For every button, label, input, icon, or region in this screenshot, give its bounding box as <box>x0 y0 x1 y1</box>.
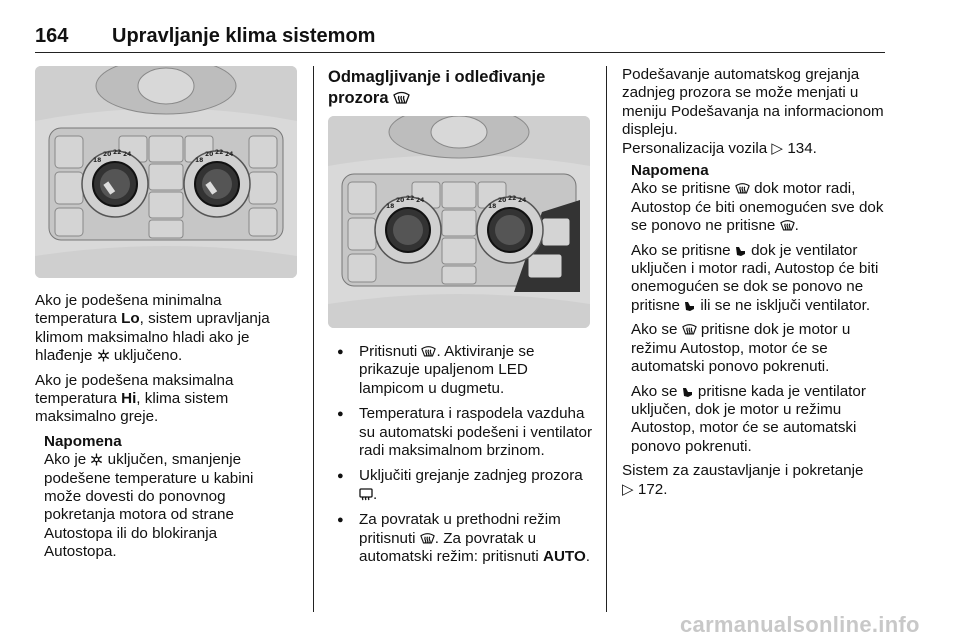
dial-mark: 22 <box>508 195 517 202</box>
page-reference-arrow-icon: ▷ <box>771 139 788 157</box>
dial-mark: 20 <box>103 151 112 158</box>
page-number: 164 <box>35 25 69 47</box>
snowflake-icon <box>97 349 110 362</box>
list-item: ● Temperatura i raspodela vazduha su automatski podešeni i ventilator radi maksimalnom brzinom. <box>335 405 593 460</box>
note-heading: Napomena <box>631 162 709 180</box>
windshield-defrost-icon <box>421 345 436 358</box>
paragraph: Ako je podešena maksimalna temperatura Hi, klima sistem maksimalno greje. <box>35 371 234 426</box>
dial-mark: 22 <box>215 149 224 156</box>
paragraph: Ako je podešena minimalna temperatura Lo, sistem upravljanja klimom maksimalno hladi ako je hlađenje uključeno. <box>35 292 270 365</box>
dial-mark: 18 <box>386 203 395 210</box>
page-title: Upravljanje klima sistemom <box>112 25 376 47</box>
dial-mark: 18 <box>488 203 497 210</box>
climate-panel-figure <box>35 66 297 278</box>
page-header <box>35 22 885 53</box>
fan-icon <box>735 245 747 257</box>
middle-column <box>335 343 593 573</box>
paragraph: Ako se pritisne kada je ventilator uključen, dok je motor u režimu Autostop, motor će se automatski ponovo pokrenuti. <box>631 382 866 455</box>
fan-icon <box>684 300 696 312</box>
defrost-panel-figure <box>328 116 590 328</box>
paragraph: Sistem za zaustavljanje i pokretanje ▷ 172. <box>622 462 864 498</box>
windshield-defrost-icon <box>420 532 435 545</box>
rear-window-heating-icon <box>359 488 373 501</box>
column-divider-right <box>606 66 607 612</box>
windshield-defrost-icon <box>393 91 410 105</box>
watermark: carmanualsonline.info <box>680 612 920 637</box>
right-column <box>622 66 890 505</box>
dial-mark: 24 <box>225 151 234 158</box>
list-item: ● Za povratak u prethodni režim pritisnuti . Za povratak u automatski režim: pritisnuti AUTO. <box>335 511 593 566</box>
windshield-defrost-icon <box>735 182 750 195</box>
dial-mark: 20 <box>498 197 507 204</box>
dial-mark: 20 <box>205 151 214 158</box>
paragraph: Podešavanje automatskog grejanja zadnjeg prozora se može menjati u meniju Podešavanja na informacionom displeju. Personalizacija vozila ▷ 134. <box>622 66 884 157</box>
dial-mark: 20 <box>396 197 405 204</box>
note: Napomena Ako je uključen, smanjenje podešene temperature u kabini može dovesti do ponovnog pokretanja motora od strane Autostopa ili do blokiranja Autostopa. <box>35 433 293 562</box>
windshield-defrost-icon <box>682 323 697 336</box>
windshield-defrost-icon <box>780 219 795 232</box>
list-item: ● Pritisnuti . Aktiviranje se prikazuje upaljenom LED lampicom u dugmetu. <box>335 343 593 398</box>
dial-mark: 24 <box>416 197 425 204</box>
dial-mark: 22 <box>113 149 122 156</box>
paragraph: Ako se pritisne dok motor radi, Autostop će biti onemogućen sve dok se ponovo ne pritisne . <box>631 180 884 235</box>
section-title: Odmagljivanje i odleđivanje prozora <box>328 68 546 107</box>
note <box>622 162 890 456</box>
dial-mark: 18 <box>93 157 102 164</box>
fan-icon <box>682 386 694 398</box>
paragraph: Ako se pritisne dok je ventilator uključen i motor radi, Autostop će biti onemogućen se dok se ponovo ne pritisne ili se ne isključi ventilator. <box>631 241 879 314</box>
dial-mark: 18 <box>195 157 204 164</box>
dial-mark: 24 <box>518 197 527 204</box>
dial-mark: 22 <box>406 195 415 202</box>
snowflake-icon <box>90 453 103 466</box>
dial-mark: 24 <box>123 151 132 158</box>
left-column <box>35 292 293 562</box>
paragraph: Ako se pritisne dok je motor u režimu Autostop, motor će se automatski ponovo pokrenuti. <box>631 321 851 376</box>
page-reference-arrow-icon: ▷ <box>622 480 638 498</box>
instruction-list <box>335 343 593 566</box>
list-item: ● Uključiti grejanje zadnjeg prozora . <box>335 467 593 504</box>
note-heading: Napomena <box>44 432 122 450</box>
column-divider-left <box>313 66 314 612</box>
